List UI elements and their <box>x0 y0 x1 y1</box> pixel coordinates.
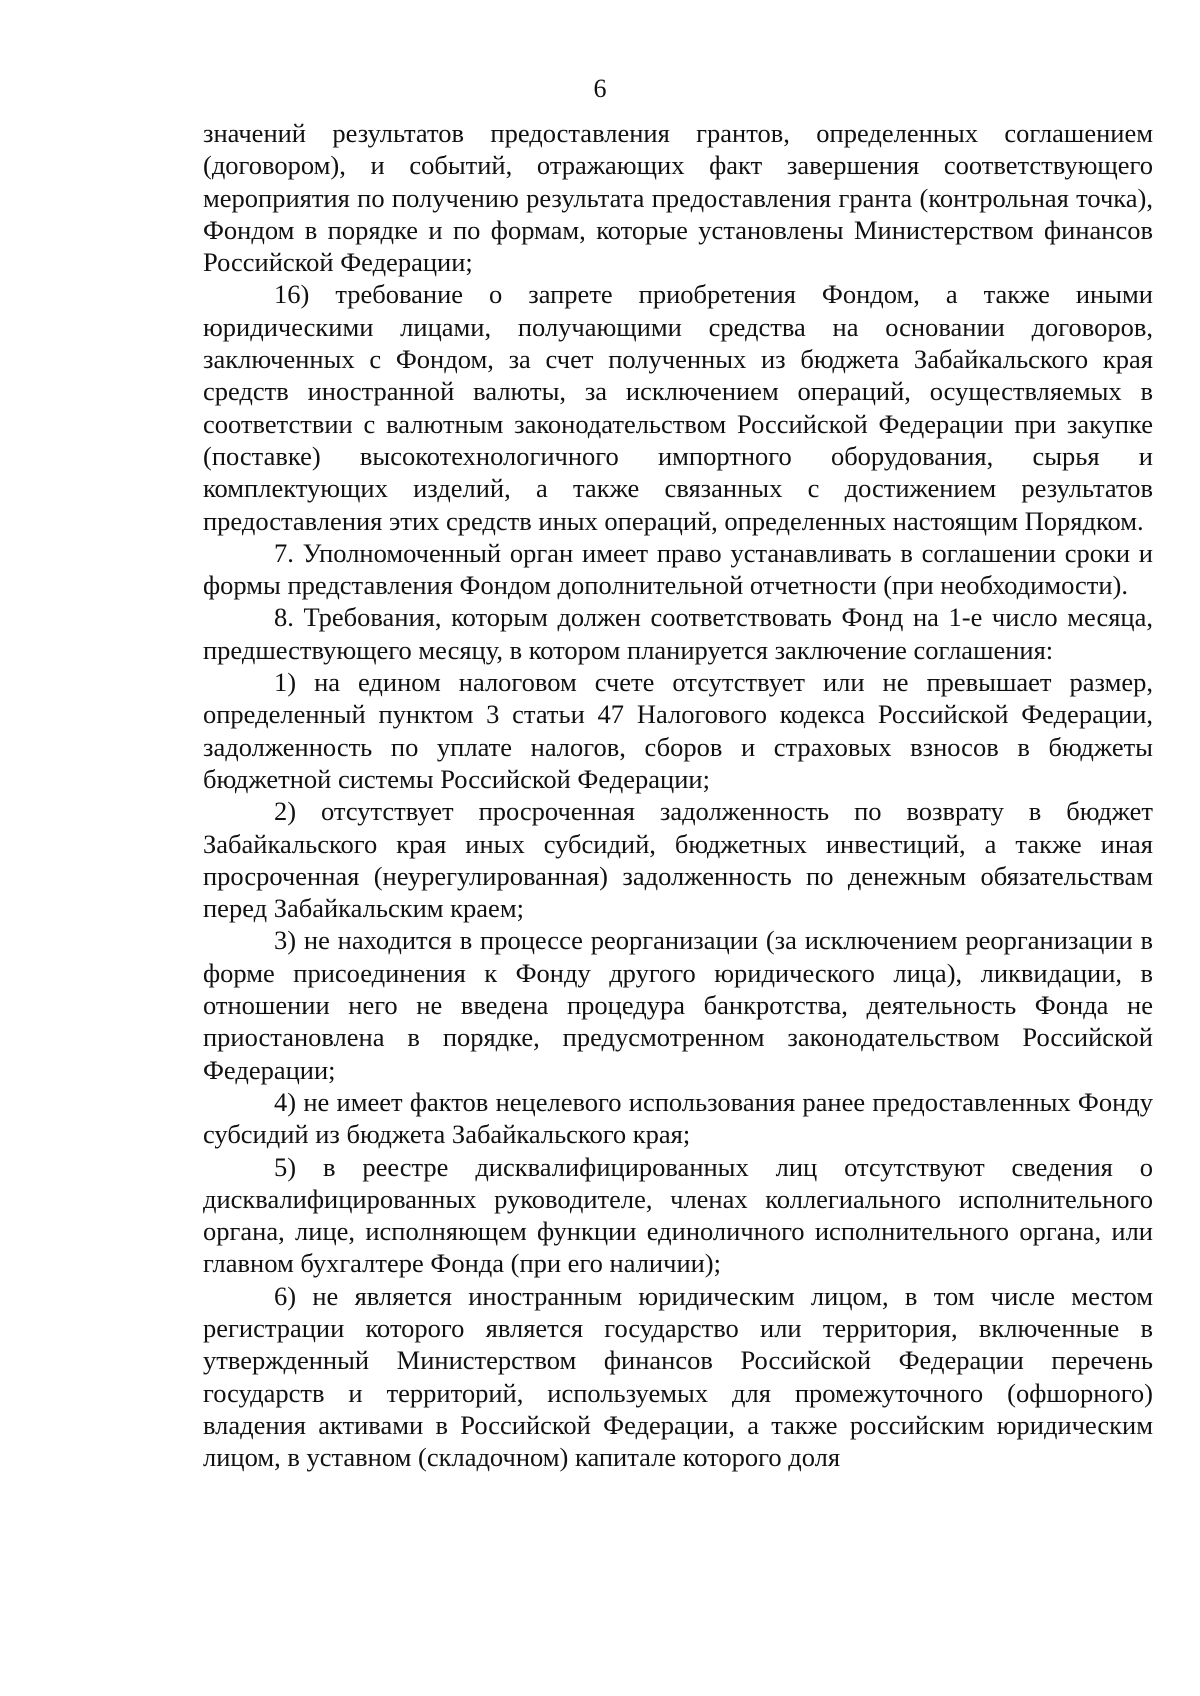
document-body <box>203 117 1153 1473</box>
paragraph-item-3: 3) не находится в процессе реорганизации (за исключением реорганизации в форме присоединения к Фонду другого юридического лица), ликвидации, в отношении него не введена процедура банкротства, деятельность Фонда не приостановлена в порядке, предусмотренном законодательством Российской Федерации; <box>203 925 1153 1085</box>
paragraph-continuation: значений результатов предоставления грантов, определенных соглашением (договором), и событий, отражающих факт завершения соответствующего мероприятия по получению результата предоставления гранта (контрольная точка), Фондом в порядке и по формам, которые установлены Министерством финансов Российской Федерации; <box>203 118 1153 278</box>
paragraph-item-16: 16) требование о запрете приобретения Фондом, а также иными юридическими лицами, получающими средства на основании договоров, заключенных с Фондом, за счет полученных из бюджета Забайкальского края средств иностранной валюты, за исключением операций, осуществляемых в соответствии с валютным законодательством Российской Федерации при закупке (поставке) высокотехнологичного импортного оборудования, сырья и комплектующих изделий, а также связанных с достижением результатов предоставления этих средств иных операций, определенных настоящим Порядком. <box>203 279 1153 536</box>
paragraph-item-1: 1) на едином налоговом счете отсутствует или не превышает размер, определенный пунктом 3 статьи 47 Налогового кодекса Российской Федерации, задолженность по уплате налогов, сборов и страховых взносов в бюджеты бюджетной системы Российской Федерации; <box>203 667 1153 794</box>
paragraph-item-2: 2) отсутствует просроченная задолженность по возврату в бюджет Забайкальского края иных субсидий, бюджетных инвестиций, а также иная просроченная (неурегулированная) задолженность по денежным обязательствам перед Забайкальским краем; <box>203 796 1153 924</box>
paragraph-section-7: 7. Уполномоченный орган имеет право устанавливать в соглашении сроки и формы представления Фондом дополнительной отчетности (при необходимости). <box>203 537 1153 601</box>
paragraph-item-6: 6) не является иностранным юридическим лицом, в том числе местом регистрации которого является государство или территория, включенные в утвержденный Министерством финансов Российской Федерации перечень государств и территорий, используемых для промежуточного (офшорного) владения активами в Российской Федерации, а также российским юридическим лицом, в уставном (складочном) капитале которого доля <box>203 1280 1153 1473</box>
page-number: 6 <box>593 74 607 103</box>
paragraph-item-5: 5) в реестре дисквалифицированных лиц отсутствуют сведения о дисквалифицированных руководителе, членах коллегиального исполнительного органа, лице, исполняющем функции единоличного исполнительного органа, или главном бухгалтере Фонда (при его наличии); <box>203 1151 1153 1279</box>
paragraph-item-4: 4) не имеет фактов нецелевого использования ранее предоставленных Фонду субсидий из бюджета Забайкальского края; <box>203 1086 1153 1150</box>
paragraph-section-8: 8. Требования, которым должен соответствовать Фонд на 1-е число месяца, предшествующего месяцу, в котором планируется заключение соглашения: <box>203 602 1153 665</box>
